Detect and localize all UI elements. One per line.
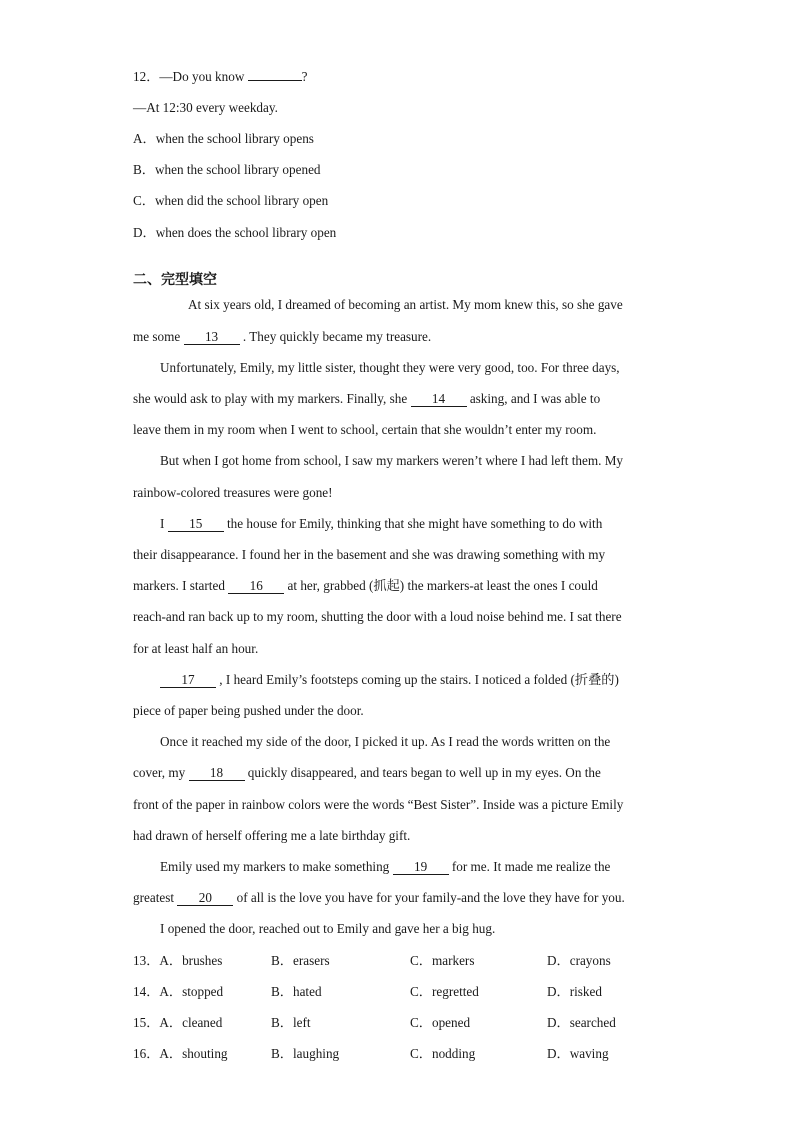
passage-line xyxy=(160,859,610,875)
choice-d: D．risked xyxy=(547,984,602,999)
choice-a: A．stopped xyxy=(159,984,224,999)
q12-stem-suffix: ? xyxy=(301,69,308,84)
choice-c: C．opened xyxy=(410,1015,471,1030)
choice-row-14 xyxy=(133,984,633,1000)
passage-text: asking, and I was able to xyxy=(466,391,601,406)
choice-number: 14． xyxy=(133,984,160,999)
passage-line: Once it reached my side of the door, I picked it up. As I read the words written on the xyxy=(160,734,611,749)
q12-option-a: A．when the school library opens xyxy=(133,131,314,146)
q12-stem-prefix: 12．—Do you know xyxy=(133,69,248,84)
passage-text: greatest xyxy=(133,890,178,905)
passage-text: Emily used my markers to make something xyxy=(160,859,393,874)
passage-line xyxy=(133,391,600,407)
choice-d: D．searched xyxy=(547,1015,616,1030)
passage-line: piece of paper being pushed under the door. xyxy=(133,703,364,718)
passage-text: for me. It made me realize the xyxy=(448,859,611,874)
passage-text: , I heard Emily’s footsteps coming up the stairs. I noticed a folded (折叠的) xyxy=(216,672,619,687)
choice-number-and-a xyxy=(133,953,222,969)
choice-row-13 xyxy=(133,953,633,969)
blank-13: 13 xyxy=(184,330,240,345)
choice-a: A．brushes xyxy=(159,953,223,968)
section-title: 二、完型填空 xyxy=(133,272,217,288)
passage-line: Unfortunately, Emily, my little sister, thought they were very good, too. For three days, xyxy=(160,360,620,375)
choice-b: B．left xyxy=(271,1015,311,1030)
blank-20: 20 xyxy=(177,891,233,906)
q12-option-b: B．when the school library opened xyxy=(133,162,321,177)
choice-row-15 xyxy=(133,1015,633,1031)
choice-number-and-a xyxy=(133,984,223,1000)
blank-14: 14 xyxy=(411,392,467,407)
blank-17: 17 xyxy=(160,673,216,688)
passage-line xyxy=(133,890,625,906)
choice-b: B．laughing xyxy=(271,1046,340,1061)
passage-text: markers. I started xyxy=(133,578,229,593)
choice-c: C．regretted xyxy=(410,984,479,999)
blank-16: 16 xyxy=(228,579,284,594)
passage-line: rainbow-colored treasures were gone! xyxy=(133,485,333,500)
choice-row-16 xyxy=(133,1046,633,1062)
choice-number: 15． xyxy=(133,1015,160,1030)
passage-line: had drawn of herself offering me a late birthday gift. xyxy=(133,828,411,843)
passage-text: she would ask to play with my markers. Finally, she xyxy=(133,391,411,406)
passage-line: their disappearance. I found her in the basement and she was drawing something with my xyxy=(133,547,606,562)
choice-number-and-a xyxy=(133,1046,228,1062)
q12-stem xyxy=(133,69,308,85)
blank-18: 18 xyxy=(189,766,245,781)
passage-line: But when I got home from school, I saw my markers weren’t where I had left them. My xyxy=(160,453,624,468)
passage-text: quickly disappeared, and tears began to well up in my eyes. On the xyxy=(244,765,601,780)
choice-number: 16． xyxy=(133,1046,160,1061)
choice-a: A．shouting xyxy=(159,1046,228,1061)
passage-text: the house for Emily, thinking that she might have something to do with xyxy=(223,516,603,531)
q12-blank xyxy=(248,80,302,81)
blank-15: 15 xyxy=(168,517,224,532)
passage-line xyxy=(160,672,619,688)
choice-number: 13． xyxy=(133,953,160,968)
choice-b: B．hated xyxy=(271,984,322,999)
choice-d: D．crayons xyxy=(547,953,611,968)
q12-option-d: D．when does the school library open xyxy=(133,225,337,240)
choice-d: D．waving xyxy=(547,1046,609,1061)
passage-line xyxy=(133,765,601,781)
choice-number-and-a xyxy=(133,1015,222,1031)
q12-option-c: C．when did the school library open xyxy=(133,193,329,208)
choice-c: C．nodding xyxy=(410,1046,476,1061)
passage-text: me some xyxy=(133,329,184,344)
passage-line: I opened the door, reached out to Emily and gave her a big hug. xyxy=(160,921,496,936)
q12-answer-line: —At 12:30 every weekday. xyxy=(133,100,278,115)
passage-text: I xyxy=(160,516,168,531)
choice-c: C．markers xyxy=(410,953,475,968)
passage-text: of all is the love you have for your family-and the love they have for you. xyxy=(233,890,625,905)
blank-19: 19 xyxy=(393,860,449,875)
passage-text: cover, my xyxy=(133,765,189,780)
passage-line xyxy=(160,516,602,532)
passage-text: . They quickly became my treasure. xyxy=(239,329,432,344)
passage-line: At six years old, I dreamed of becoming an artist. My mom knew this, so she gave xyxy=(188,297,623,312)
passage-line: for at least half an hour. xyxy=(133,641,259,656)
passage-line xyxy=(133,329,431,345)
passage-text: at her, grabbed (抓起) the markers-at least the ones I could xyxy=(284,578,598,593)
passage-line xyxy=(133,578,598,594)
choice-b: B．erasers xyxy=(271,953,330,968)
passage-line: leave them in my room when I went to school, certain that she wouldn’t enter my room. xyxy=(133,422,597,437)
passage-line: front of the paper in rainbow colors were the words “Best Sister”. Inside was a picture Emily xyxy=(133,797,624,812)
choice-a: A．cleaned xyxy=(159,1015,223,1030)
passage-line: reach-and ran back up to my room, shutting the door with a loud noise behind me. I sat there xyxy=(133,609,622,624)
